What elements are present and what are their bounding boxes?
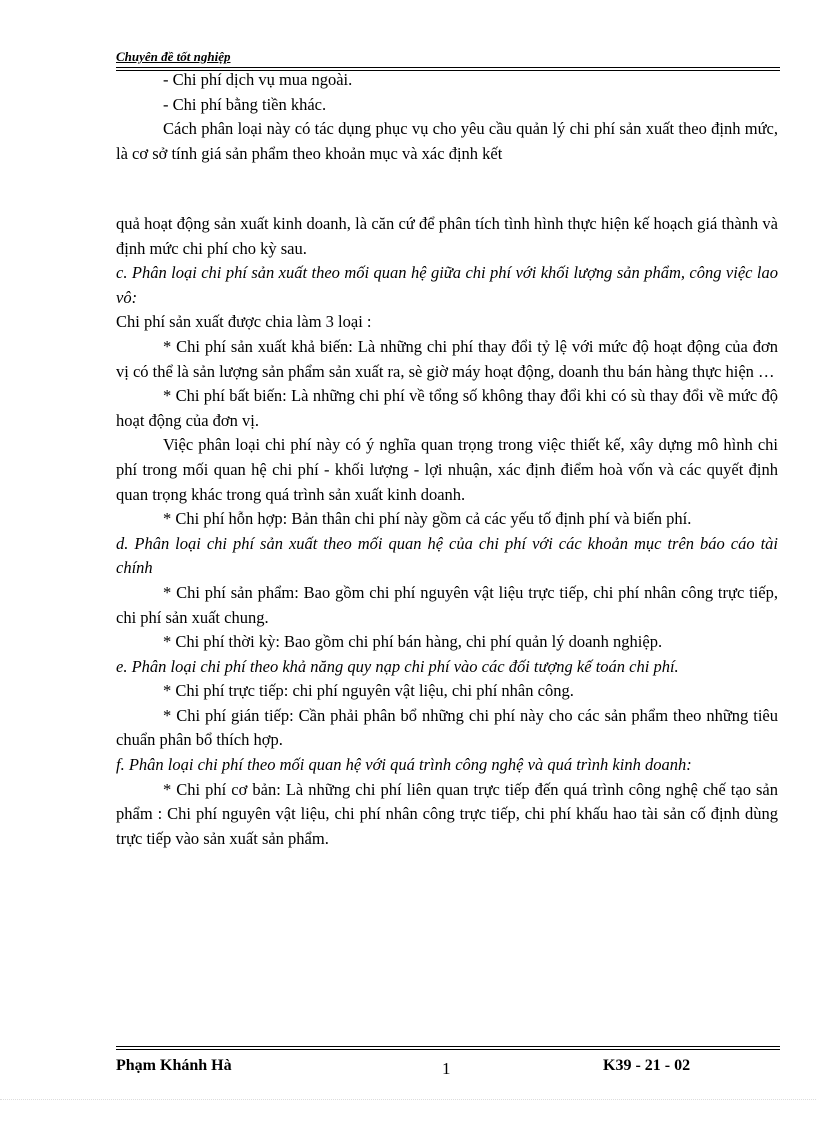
page-footer [116, 1057, 780, 1079]
section-heading-c: c. Phân loại chi phí sản xuất theo mối quan hệ giữa chi phí với khối lượng sản phẩm, công việc lao vô: [116, 263, 778, 307]
paragraph: * Chi phí bất biến: Là những chi phí về tổng số không thay đổi khi có sù thay đổi về mức độ hoạt động của đơn vị. [116, 386, 778, 430]
paragraph: * Chi phí gián tiếp: Cần phải phân bổ những chi phí này cho các sản phẩm theo những tiêu chuẩn phân bổ thích hợp. [116, 705, 778, 750]
paragraph: * Chi phí sản xuất khả biến: Là những chi phí thay đổi tỷ lệ với mức độ hoạt động của đơn vị có thể là sản lượng sản phẩm sản xuất ra, sè giờ máy hoạt động, doanh thu bán hàng thực hiện … [116, 336, 778, 381]
paragraph: quả hoạt động sản xuất kinh doanh, là căn cứ để phân tích tình hình thực hiện kế hoạch giá thành và định mức chi phí cho kỳ sau. [116, 214, 778, 258]
paragraph: * Chi phí thời kỳ: Bao gồm chi phí bán hàng, chi phí quản lý doanh nghiệp. [163, 632, 663, 652]
paragraph: * Chi phí cơ bản: Là những chi phí liên quan trực tiếp đến quá trình công nghệ chế tạo sản phẩm : Chi phí nguyên vật liệu, chi phí nhân công trực tiếp, chi phí khấu hao tài sản cố định dùng trực tiếp vào sản xuất sản phẩm. [116, 779, 778, 848]
running-header-title: Chuyên đề tốt nghiệp [116, 49, 231, 64]
paragraph: * Chi phí trực tiếp: chi phí nguyên vật liệu, chi phí nhân công. [163, 681, 574, 701]
list-item: - Chi phí bằng tiền khác. [163, 94, 327, 114]
text-block-top [116, 68, 778, 166]
section-heading-e: e. Phân loại chi phí theo khả năng quy nạp chi phí vào các đối tượng kế toán chi phí. [116, 656, 679, 676]
section-heading-f: f. Phân loại chi phí theo mối quan hệ với quá trình công nghệ và quá trình kinh doanh: [116, 755, 692, 775]
list-item: - Chi phí dịch vụ mua ngoài. [163, 70, 353, 89]
footer-rule-top [116, 1046, 780, 1047]
page-edge-divider [0, 1099, 816, 1100]
text-block-main [116, 212, 778, 851]
footer-class-code: K39 - 21 - 02 [603, 1057, 691, 1074]
page-number: 1 [442, 1059, 451, 1078]
paragraph: Chi phí sản xuất được chia làm 3 loại : [116, 312, 372, 332]
paragraph: * Chi phí sản phẩm: Bao gồm chi phí nguyên vật liệu trực tiếp, chi phí nhân công trực tiếp, chi phí sản xuất chung. [116, 582, 778, 627]
footer-author: Phạm Khánh Hà [116, 1057, 232, 1074]
section-heading-d: d. Phân loại chi phí sản xuất theo mối quan hệ của chi phí với các khoản mục trên báo cáo tài chính [116, 533, 778, 578]
paragraph: Cách phân loại này có tác dụng phục vụ cho yêu cầu quản lý chi phí sản xuất theo định mức, là cơ sở tính giá sản phẩm theo khoản mục và xác định kết [116, 119, 778, 163]
footer-rule-bottom [116, 1049, 780, 1050]
paragraph: * Chi phí hỗn hợp: Bản thân chi phí này gồm cả các yếu tố định phí và biến phí. [163, 509, 692, 529]
paragraph: Việc phân loại chi phí này có ý nghĩa quan trọng trong việc thiết kế, xây dựng mô hình chi phí trong mối quan hệ chi phí - khối lượng - lợi nhuận, xác định điểm hoà vốn và các quyết định quan trọng khác trong quá trình sản xuất kinh doanh. [116, 435, 778, 504]
